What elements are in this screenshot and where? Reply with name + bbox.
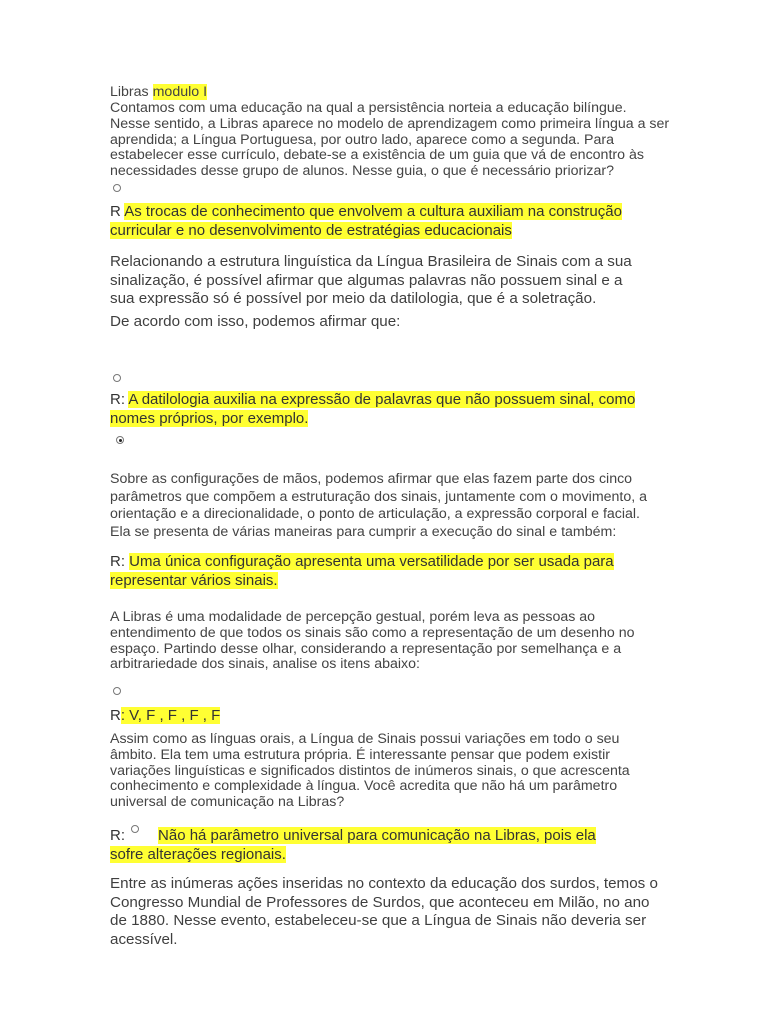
radio-option-q1[interactable] <box>113 184 121 192</box>
radio-option-q2[interactable] <box>113 374 121 382</box>
answer-prefix-q3: R: <box>110 553 125 570</box>
radio-option-q5[interactable] <box>131 825 139 833</box>
title-text: Libras <box>110 84 149 100</box>
answer-text-q4: : V, F , F , F , F <box>120 707 221 724</box>
answer-prefix-q5: R: <box>110 827 125 844</box>
question-5-text: Assim como as línguas orais, a Língua de Sinais possui variações em todo o seu âmbito. Ela tem uma estrutura própria. É interessante pensar que podem existir variações linguísticas e significados distintos de inúmeros sinais, o que acrescenta conhecimento e complexidade à língua. Você acredita que não há um parâmetro universal de comunicação na Libras? <box>110 731 630 811</box>
question-2-text: Relacionando a estrutura linguística da Língua Brasileira de Sinais com a sua sinalização, é possível afirmar que algumas palavras não possuem sinal e a sua expressão só é possível por meio da datilologia, que é a soletração. <box>110 253 632 307</box>
radio-option-q4[interactable] <box>113 687 121 695</box>
page-title <box>110 85 670 101</box>
answer-prefix-q1: R <box>110 203 121 220</box>
answer-q2 <box>110 391 640 428</box>
question-6-text: Entre as inúmeras ações inseridas no contexto da educação dos surdos, temos o Congresso Mundial de Professores de Surdos, que aconteceu em Milão, no ano de 1880. Nesse evento, estabeleceu-se que a Língua de Sinais não deveria ser acessível. <box>110 875 658 948</box>
answer-q5 <box>110 827 630 864</box>
radio-selected[interactable] <box>116 436 124 444</box>
module-label: modulo I <box>152 84 208 100</box>
question-1-text: Contamos com uma educação na qual a persistência norteia a educação bilíngue. Nesse sentido, a Libras aparece no modelo de aprendizagem como primeira língua a ser aprendida; a Língua Portuguesa, por outro lado, aparece como a segunda. Para estabelecer esse currículo, debate-se a existência de um guia que vá de encontro às necessidades desse grupo de alunos. Nesse guia, o que é necessário priorizar? <box>110 100 670 180</box>
answer-text-q3: Uma única configuração apresenta uma versatilidade por ser usada para representar vários sinais. <box>110 553 614 589</box>
question-2-prompt: De acordo com isso, podemos afirmar que: <box>110 313 401 330</box>
question-4-text: A Libras é uma modalidade de percepção gestual, porém leva as pessoas ao entendimento de que todos os sinais são como a representação de um desenho no espaço. Partindo desse olhar, considerando a representação por semelhança e a arbitrariedade dos sinais, analise os itens abaixo: <box>110 609 635 673</box>
answer-prefix-q2: R: <box>110 391 125 408</box>
answer-text-q2: A datilologia auxilia na expressão de palavras que não possuem sinal, como nomes próprios, por exemplo. <box>110 391 636 427</box>
answer-q1 <box>110 203 630 240</box>
answer-text-q5: Não há parâmetro universal para comunicação na Libras, pois ela sofre alterações regionais. <box>110 827 596 863</box>
answer-prefix-q4: R <box>110 707 121 724</box>
question-3-text: Sobre as configurações de mãos, podemos afirmar que elas fazem parte dos cinco parâmetros que compõem a estruturação dos sinais, juntamente com o movimento, a orientação e a direcionalidade, o ponto de articulação, a expressão corporal e facial. Ela se presenta de várias maneiras para cumprir a execução do sinal e também: <box>110 471 648 540</box>
answer-q3 <box>110 553 630 590</box>
answer-text-q1: As trocas de conhecimento que envolvem a cultura auxiliam na construção curricular e no desenvolvimento de estratégias educacionais <box>110 203 622 239</box>
answer-q4 <box>110 707 670 726</box>
